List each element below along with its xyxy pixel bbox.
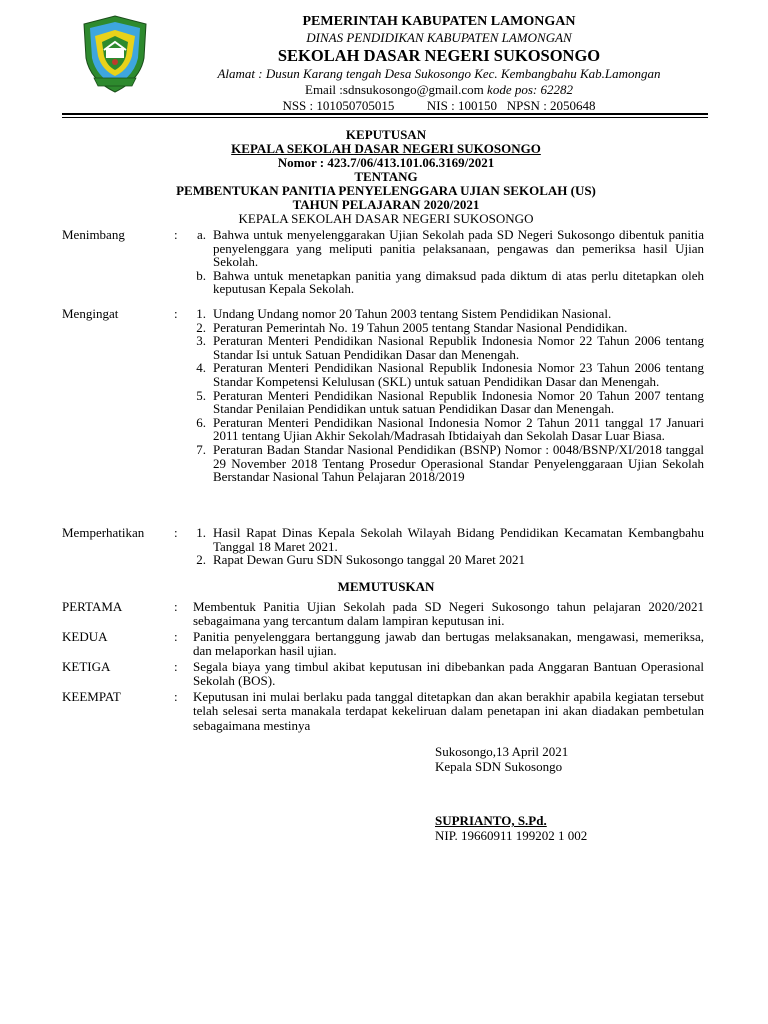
decree-heading: KEPUTUSAN [345,127,427,142]
list-text: Undang Undang nomor 20 Tahun 2003 tentang Sistem Pendidikan Nasional. [213,306,612,321]
list-text: Peraturan Pemerintah No. 19 Tahun 2005 tentang Standar Nasional Pendidikan. [213,319,628,335]
list-marker: 2. [196,552,206,568]
list-item [190,334,704,361]
decree-year: TAHUN PELAJARAN 2020/2021 [292,197,480,212]
department-name: DINAS PENDIDIKAN KABUPATEN LAMONGAN [306,30,572,45]
decision-colon: : [174,599,178,614]
section-label: Memperhatikan [62,525,145,540]
menimbang-list [190,228,704,296]
school-name: SEKOLAH DASAR NEGERI SUKOSONGO [277,46,601,65]
list-marker: b. [196,267,206,283]
list-marker: 3. [196,333,206,349]
list-text: Peraturan Menteri Pendidikan Nasional Republik Indonesia Nomor 22 Tahun 2006 tentang Standar Isi untuk Satuan Pendidikan Dasar dan Menengah. [213,333,704,362]
decision-colon: : [174,659,178,674]
school-identifiers: NSS : 101050705015 NIS : 100150 NPSN : 2050648 [282,98,596,113]
list-item [190,307,704,321]
list-marker: a. [196,227,206,242]
decision-label: KETIGA [62,659,111,674]
letterhead-rule-thick [62,113,708,115]
decree-issuer: KEPALA SEKOLAH DASAR NEGERI SUKOSONGO [231,141,541,156]
list-item [190,269,704,296]
list-marker: 2. [196,319,206,335]
list-item [190,321,704,335]
letterhead [150,14,728,114]
list-marker: 6. [196,414,206,430]
section-colon: : [174,525,178,540]
list-marker: 4. [196,360,206,376]
list-text: Rapat Dewan Guru SDN Sukosongo tanggal 20 Maret 2021 [213,552,525,568]
list-text: Bahwa untuk menyelenggarakan Ujian Sekolah pada SD Negeri Sukosongo dibentuk panitia penyelenggara yang meliputi panitia pelaksanaan, pengawas dan pemeriksa hasil Ujian Sekolah. [213,227,704,270]
list-text: Hasil Rapat Dinas Kepala Sekolah Wilayah Bidang Pendidikan Kecamatan Kembangbahu Tanggal 18 Maret 2021. [213,525,704,554]
list-item [190,416,704,443]
list-marker: 1. [196,306,206,321]
list-text: Peraturan Badan Standar Nasional Pendidikan (BSNP) Nomor : 0048/BSNP/XI/2018 tanggal 29 November 2018 Tentang Prosedur Operasional Standar Penyelenggaraan Ujian Sekolah Berstandar Nasional Tahun Pelajaran 2018/2019 [213,441,704,485]
signer-position: Kepala SDN Sukosongo [435,758,563,774]
list-item [190,228,704,269]
decree-authority: KEPALA SEKOLAH DASAR NEGERI SUKOSONGO [238,211,534,226]
signing-place-date: Sukosongo,13 April 2021 [435,744,569,759]
list-item [190,443,704,484]
decision-colon: : [174,629,178,644]
list-item [190,526,704,553]
mengingat-list [190,307,704,484]
contact-line [150,82,728,98]
signer-block [435,814,587,843]
decision-text: Segala biaya yang timbul akibat keputusan ini dibebankan pada Anggaran Bantuan Operasional Sekolah (BOS). [193,659,704,689]
postal-code: kode pos: 62282 [487,82,573,97]
section-label: Mengingat [62,306,119,321]
list-marker: 5. [196,387,206,403]
list-marker: 1. [196,525,206,540]
decision-text: Keputusan ini mulai berlaku pada tanggal ditetapkan dan akan berakhir apabila kegiatan tersebut telah selesai serta manakala terdapat kekeliruan dalam penetapan ini akan diadakan pembetulan sebagaimana mestinya [193,689,704,733]
government-name: PEMERINTAH KABUPATEN LAMONGAN [302,14,576,29]
signer-nip: NIP. 19660911 199202 1 002 [435,827,588,843]
memutuskan-heading: MEMUTUSKAN [337,579,435,594]
decree-about: TENTANG [354,169,418,184]
decision-text: Panitia penyelenggara bertanggung jawab dan bertugas melaksanakan, mengawasi, memeriksa, dan melaporkan hasil ujian. [193,629,704,659]
list-text: Peraturan Menteri Pendidikan Nasional Republik Indonesia Nomor 20 Tahun 2007 tentang Standar Penilaian Pendidikan untuk satuan Pendidikan Dasar dan Menengah. [213,387,704,417]
decision-label: KEEMPAT [62,689,121,704]
list-item [190,389,704,416]
list-text: Bahwa untuk menetapkan panitia yang dimaksud pada diktum di atas perlu ditetapkan oleh keputusan Kepala Sekolah. [213,267,704,297]
list-item [190,553,704,567]
decision-colon: : [174,689,178,704]
list-item [190,361,704,388]
school-address: Alamat : Dusun Karang tengah Desa Sukosongo Kec. Kembangbahu Kab.Lamongan [217,66,661,81]
lamongan-logo-icon [80,14,150,94]
list-text: Peraturan Menteri Pendidikan Nasional Republik Indonesia Nomor 23 Tahun 2006 tentang Standar Kompetensi Kelulusan (SKL) untuk satuan Pendidikan Dasar dan Menengah. [213,360,704,389]
section-label: Menimbang [62,227,125,242]
decree-subject: PEMBENTUKAN PANITIA PENYELENGGARA UJIAN SEKOLAH (US) [176,183,596,198]
section-colon: : [174,227,178,242]
decree-number: Nomor : 423.7/06/413.101.06.3169/2021 [277,155,495,170]
school-email: Email :sdnsukosongo@gmail.com [305,82,484,97]
letterhead-rule-thin [62,117,708,118]
decision-text: Membentuk Panitia Ujian Sekolah pada SD Negeri Sukosongo tahun pelajaran 2020/2021 sebagaimana yang tercantum dalam lampiran keputusan ini. [193,599,704,629]
signer-name: SUPRIANTO, S.Pd. [435,813,547,828]
decision-label: KEDUA [62,629,108,644]
signature-block [435,745,568,774]
decision-label: PERTAMA [62,599,123,614]
section-colon: : [174,306,178,321]
memperhatikan-list [190,526,704,567]
list-text: Peraturan Menteri Pendidikan Nasional Indonesia Nomor 2 Tahun 2011 tanggal 17 Januari 2011 tentang Ujian Akhir Sekolah/Madrasah Ibtidaiyah dan Sekolah Dasar Luar Biasa. [213,414,704,444]
list-marker: 7. [196,441,206,457]
decree-title-block [62,128,710,226]
